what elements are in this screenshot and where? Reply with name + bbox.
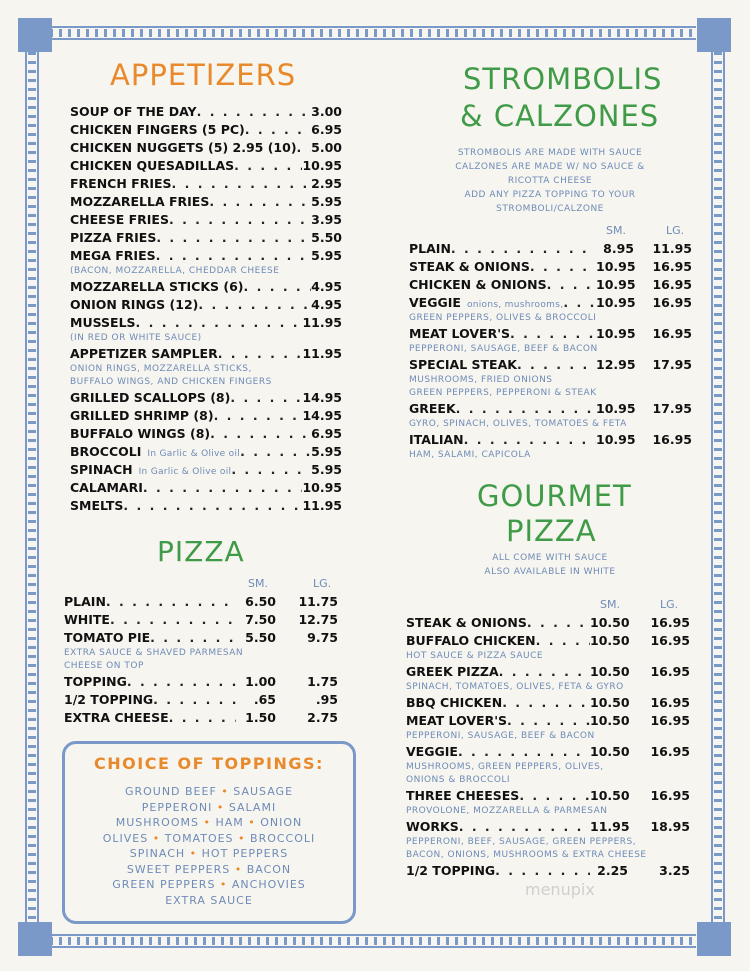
dot-leader xyxy=(143,479,303,497)
dot-leader xyxy=(123,497,302,515)
bullet-separator: • xyxy=(148,831,165,845)
menu-item xyxy=(406,787,690,805)
dot-leader xyxy=(218,345,303,363)
menu-item xyxy=(64,673,338,691)
topping-name: OLIVES xyxy=(102,831,149,845)
item-name: FRENCH FRIES xyxy=(70,176,172,191)
item-price: 3.00 xyxy=(311,104,342,119)
item-description: GREEN PEPPERS, OLIVES & BROCCOLI xyxy=(409,313,597,323)
item-price-large: 16.95 xyxy=(650,615,690,630)
corner-top-left xyxy=(18,18,52,52)
bullet-separator: • xyxy=(243,816,261,829)
item-name: PLAIN xyxy=(64,594,106,609)
item-name: STEAK & ONIONS xyxy=(409,259,530,274)
strombolis-list xyxy=(409,240,692,462)
dot-leader xyxy=(464,431,596,449)
item-price-small: 10.50 xyxy=(590,695,630,710)
topping-name: SAUSAGE xyxy=(233,785,294,798)
item-price-small: 12.95 xyxy=(596,357,636,372)
bullet-separator: • xyxy=(233,831,251,845)
item-name: BROCCOLI xyxy=(70,444,142,459)
strombolis-note xyxy=(420,146,680,216)
item-price: 3.95 xyxy=(311,212,342,227)
dot-leader xyxy=(150,629,236,647)
item-price-small: 10.95 xyxy=(596,401,636,416)
appetizers-title: APPETIZERS xyxy=(110,58,297,92)
item-name: APPETIZER SAMPLER xyxy=(70,346,218,361)
item-price-large: 18.95 xyxy=(650,819,690,834)
item-name: SPECIAL STEAK xyxy=(409,357,517,372)
item-price-large: 16.95 xyxy=(650,695,690,710)
topping-name: BROCCOLI xyxy=(250,831,316,845)
item-price-small: 6.50 xyxy=(245,594,276,609)
item-description: GYRO, SPINACH, OLIVES, TOMATOES & FETA xyxy=(409,419,627,429)
watermark: menupix xyxy=(525,880,595,899)
item-name: MEAT LOVER'S xyxy=(409,326,511,341)
topping-name: SALAMI xyxy=(228,800,277,814)
dot-leader xyxy=(527,614,590,632)
menu-item xyxy=(406,818,690,836)
toppings-box xyxy=(62,741,356,924)
toppings-line xyxy=(65,784,353,800)
corner-bottom-right xyxy=(697,922,731,956)
dot-leader xyxy=(110,611,236,629)
menu-item xyxy=(64,709,338,727)
pizza-col-lg: LG. xyxy=(313,577,332,590)
item-price: 4.95 xyxy=(311,297,342,312)
item-price: 11.95 xyxy=(302,315,342,330)
item-price: 14.95 xyxy=(302,408,342,423)
topping-name: SPINACH xyxy=(129,847,186,860)
item-name: BBQ CHICKEN xyxy=(406,695,503,710)
toppings-line xyxy=(65,862,353,878)
item-name: THREE CHEESES xyxy=(406,788,520,803)
item-name: CHICKEN FINGERS (5 PC) xyxy=(70,122,245,137)
item-price-small: 10.95 xyxy=(596,326,636,341)
menu-item xyxy=(70,278,342,296)
item-price: 11.95 xyxy=(302,498,342,513)
item-name: VEGGIE xyxy=(406,744,458,759)
item-price: 2.95 xyxy=(311,176,342,191)
menu-item xyxy=(406,862,690,880)
note-line: STROMBOLIS ARE MADE WITH SAUCE xyxy=(457,148,643,158)
item-description: PEPPERONI, SAUSAGE, BEEF & BACON xyxy=(406,731,595,741)
gourmet-note xyxy=(430,551,670,579)
menu-item xyxy=(409,258,692,276)
item-price-small: 8.95 xyxy=(603,241,634,256)
item-description: MUSHROOMS, GREEN PEPPERS, OLIVES, xyxy=(406,762,604,772)
item-price-small: 2.25 xyxy=(597,863,628,878)
toppings-line xyxy=(65,846,353,862)
item-price-large: 16.95 xyxy=(652,259,692,274)
item-description: BACON, ONIONS, MUSHROOMS & EXTRA CHEESE xyxy=(406,850,647,860)
bullet-separator: • xyxy=(212,800,229,814)
item-name: ONION RINGS (12) xyxy=(70,297,199,312)
dot-leader xyxy=(136,314,303,332)
menu-item xyxy=(70,425,342,443)
menu-item xyxy=(70,139,342,157)
appetizers-list xyxy=(70,103,342,515)
item-name: VEGGIE xyxy=(409,295,461,310)
menu-item xyxy=(406,743,690,761)
menu-item xyxy=(70,121,342,139)
item-name: CHICKEN & ONIONS xyxy=(409,277,547,292)
item-price-large: 3.25 xyxy=(659,863,690,878)
item-price: 10.95 xyxy=(302,480,342,495)
item-price-large: 9.75 xyxy=(307,630,338,645)
topping-name: BACON xyxy=(246,862,292,876)
item-price-large: 16.95 xyxy=(652,326,692,341)
left-border xyxy=(25,52,39,926)
dot-leader xyxy=(156,229,311,247)
topping-name: ANCHOVIES xyxy=(231,878,306,891)
item-name: MUSSELS xyxy=(70,315,136,330)
item-price-small: 1.00 xyxy=(245,674,276,689)
item-name: SOUP OF THE DAY xyxy=(70,104,197,119)
dot-leader xyxy=(210,425,311,443)
item-name: SPINACH xyxy=(70,462,133,477)
dot-leader xyxy=(127,673,236,691)
toppings-line xyxy=(65,877,353,893)
dot-leader xyxy=(458,743,590,761)
menu-item xyxy=(70,479,342,497)
right-border xyxy=(711,52,725,926)
item-price: 6.95 xyxy=(311,426,342,441)
top-border xyxy=(50,26,696,40)
menu-item xyxy=(70,175,342,193)
toppings-line xyxy=(65,893,353,909)
toppings-line xyxy=(65,831,353,847)
dot-leader xyxy=(536,632,590,650)
item-price: 5.95 xyxy=(311,248,342,263)
menu-item xyxy=(406,614,690,632)
item-price: 4.95 xyxy=(311,279,342,294)
menu-item xyxy=(406,694,690,712)
item-price-large: 11.95 xyxy=(652,241,692,256)
item-price: 5.95 xyxy=(311,194,342,209)
menu-item xyxy=(70,103,342,121)
item-price-small: 10.50 xyxy=(590,664,630,679)
menu-item xyxy=(409,325,692,343)
pizza-col-sm: SM. xyxy=(248,577,268,590)
item-price-large: 16.95 xyxy=(650,633,690,648)
item-price-large: 16.95 xyxy=(650,713,690,728)
dot-leader xyxy=(106,593,236,611)
menu-item xyxy=(70,407,342,425)
item-name: BUFFALO WINGS (8) xyxy=(70,426,211,441)
menu-item xyxy=(70,247,342,265)
item-name: MOZZARELLA STICKS (6) xyxy=(70,279,244,294)
item-price-large: 16.95 xyxy=(652,432,692,447)
item-price-small: .65 xyxy=(253,692,276,707)
item-name: EXTRA CHEESE xyxy=(64,710,169,725)
item-name: PIZZA FRIES xyxy=(70,230,157,245)
note-line: STROMBOLI/CALZONE xyxy=(496,204,604,214)
gourmet-title: GOURMET xyxy=(477,479,632,513)
toppings-line xyxy=(65,815,353,831)
topping-name: GREEN PEPPERS xyxy=(112,878,216,891)
dot-leader xyxy=(172,175,312,193)
bottom-border xyxy=(50,934,696,948)
dot-leader xyxy=(214,407,303,425)
menu-item xyxy=(70,314,342,332)
dot-leader xyxy=(451,240,596,258)
item-description: PROVOLONE, MOZZARELLA & PARMESAN xyxy=(406,806,608,816)
dot-leader xyxy=(519,787,590,805)
bullet-separator: • xyxy=(230,862,247,876)
menu-item xyxy=(64,611,338,629)
item-name: STEAK & ONIONS xyxy=(406,615,527,630)
item-price-large: 16.95 xyxy=(650,664,690,679)
dot-leader xyxy=(547,276,596,294)
menu-item xyxy=(409,276,692,294)
item-price-large: 17.95 xyxy=(652,357,692,372)
note-line: ALL COME WITH SAUCE xyxy=(492,553,608,563)
gourmet-col-lg: LG. xyxy=(660,598,679,611)
item-inline-note: In Garlic & Olive oil xyxy=(147,449,241,459)
item-price-large: .95 xyxy=(315,692,338,707)
bullet-separator: • xyxy=(215,878,232,891)
item-price-large: 16.95 xyxy=(650,744,690,759)
menu-item xyxy=(70,497,342,515)
item-price: 6.95 xyxy=(311,122,342,137)
item-price-small: 10.50 xyxy=(590,615,630,630)
item-name: TOPPING xyxy=(64,674,127,689)
item-name: GREEK xyxy=(409,401,456,416)
pizza-title: PIZZA xyxy=(157,535,245,568)
bullet-separator: • xyxy=(185,847,202,860)
dot-leader xyxy=(209,193,311,211)
item-price: 5.00 xyxy=(311,140,342,155)
item-price-large: 11.75 xyxy=(298,594,338,609)
dot-leader xyxy=(169,709,236,727)
dot-leader xyxy=(234,157,302,175)
item-description: PEPPERONI, SAUSAGE, BEEF & BACON xyxy=(409,344,598,354)
item-name: GREEK PIZZA xyxy=(406,664,499,679)
item-description: (IN RED OR WHITE SAUCE) xyxy=(70,333,202,343)
bullet-separator: • xyxy=(198,816,216,829)
strombolis-col-sm: SM. xyxy=(606,224,626,237)
bullet-separator: • xyxy=(216,785,234,798)
item-price-large: 12.75 xyxy=(298,612,338,627)
note-line: ALSO AVAILABLE IN WHITE xyxy=(484,567,616,577)
gourmet-col-sm: SM. xyxy=(600,598,620,611)
item-price-large: 16.95 xyxy=(650,788,690,803)
menu-item xyxy=(406,663,690,681)
menu-item xyxy=(70,211,342,229)
item-price-small: 10.95 xyxy=(596,295,636,310)
item-name: GRILLED SHRIMP (8) xyxy=(70,408,214,423)
item-price-small: 10.50 xyxy=(590,788,630,803)
dot-leader xyxy=(169,211,311,229)
calzones-title: & CALZONES xyxy=(460,99,660,133)
gourmet-list xyxy=(406,614,690,880)
pizza-list xyxy=(64,593,338,727)
item-inline-note: onions, mushrooms, xyxy=(466,300,564,310)
item-description: SPINACH, TOMATOES, OLIVES, FETA & GYRO xyxy=(406,682,624,692)
dot-leader xyxy=(245,121,311,139)
note-line: CALZONES ARE MADE W/ NO SAUCE & xyxy=(455,162,645,172)
item-price-small: 10.95 xyxy=(596,277,636,292)
dot-leader xyxy=(507,712,590,730)
menu-item xyxy=(64,593,338,611)
item-price-large: 2.75 xyxy=(307,710,338,725)
item-name: TOMATO PIE xyxy=(64,630,151,645)
item-name: MEAT LOVER'S xyxy=(406,713,508,728)
dot-leader xyxy=(495,862,590,880)
dot-leader xyxy=(510,325,596,343)
item-description: MUSHROOMS, FRIED ONIONS xyxy=(409,375,553,385)
item-price: 10.95 xyxy=(302,158,342,173)
dot-leader xyxy=(153,691,236,709)
item-price-small: 10.95 xyxy=(596,432,636,447)
dot-leader xyxy=(297,139,312,157)
strombolis-col-lg: LG. xyxy=(666,224,685,237)
corner-bottom-left xyxy=(18,922,52,956)
topping-name: TOMATOES xyxy=(164,831,234,845)
dot-leader xyxy=(240,443,311,461)
item-description: PEPPERONI, BEEF, SAUSAGE, GREEN PEPPERS, xyxy=(406,837,637,847)
item-name: BUFFALO CHICKEN xyxy=(406,633,536,648)
item-name: CALAMARI xyxy=(70,480,143,495)
menu-item xyxy=(70,193,342,211)
item-description: EXTRA SAUCE & SHAVED PARMESAN xyxy=(64,648,244,658)
topping-name: PEPPERONI xyxy=(141,800,213,814)
note-line: ADD ANY PIZZA TOPPING TO YOUR xyxy=(464,190,636,200)
menu-item xyxy=(64,691,338,709)
menu-item xyxy=(70,157,342,175)
item-description: HAM, SALAMI, CAPICOLA xyxy=(409,450,531,460)
item-inline-note: In Garlic & Olive oil xyxy=(138,467,232,477)
item-description: GREEN PEPPERS, PEPPERONI & STEAK xyxy=(409,388,597,398)
topping-name: MUSHROOMS xyxy=(115,816,199,829)
item-description: ONION RINGS, MOZZARELLA STICKS, xyxy=(70,364,252,374)
menu-item xyxy=(70,389,342,407)
item-price: 5.95 xyxy=(311,444,342,459)
item-name: CHEESE FRIES xyxy=(70,212,169,227)
note-line: RICOTTA CHEESE xyxy=(507,176,593,186)
item-name: CHICKEN QUESADILLAS xyxy=(70,158,235,173)
item-price-small: 10.95 xyxy=(596,259,636,274)
dot-leader xyxy=(517,356,596,374)
item-price: 5.50 xyxy=(311,230,342,245)
strombolis-title: STROMBOLIS xyxy=(463,62,663,96)
item-name: 1/2 TOPPING xyxy=(406,863,496,878)
item-price-large: 16.95 xyxy=(652,277,692,292)
menu-item xyxy=(406,632,690,650)
item-name: CHICKEN NUGGETS (5) 2.95 (10) xyxy=(70,140,297,155)
item-name: MOZZARELLA FRIES xyxy=(70,194,210,209)
dot-leader xyxy=(563,294,596,312)
item-price-large: 1.75 xyxy=(307,674,338,689)
topping-name: GROUND BEEF xyxy=(124,785,217,798)
item-price-small: 1.50 xyxy=(245,710,276,725)
item-price: 11.95 xyxy=(302,346,342,361)
menu-item xyxy=(409,294,692,312)
item-name: PLAIN xyxy=(409,241,451,256)
dot-leader xyxy=(231,461,311,479)
menu-item xyxy=(406,712,690,730)
gourmet-pizza-title: PIZZA xyxy=(506,514,597,548)
topping-name: HOT PEPPERS xyxy=(201,847,289,860)
menu-item xyxy=(64,629,338,647)
item-price-small: 10.50 xyxy=(590,713,630,728)
topping-name: HAM xyxy=(215,816,244,829)
item-price-small: 11.95 xyxy=(590,819,630,834)
item-name: GRILLED SCALLOPS (8) xyxy=(70,390,231,405)
item-price: 14.95 xyxy=(302,390,342,405)
menu-item xyxy=(70,296,342,314)
dot-leader xyxy=(530,258,596,276)
topping-name: ONION xyxy=(260,816,303,829)
dot-leader xyxy=(230,389,302,407)
menu-item xyxy=(70,443,342,461)
item-price-small: 5.50 xyxy=(245,630,276,645)
item-price-small: 10.50 xyxy=(590,633,630,648)
menu-item xyxy=(70,229,342,247)
item-description: ONIONS & BROCCOLI xyxy=(406,775,511,785)
item-description: BUFFALO WINGS, AND CHICKEN FINGERS xyxy=(70,377,272,387)
dot-leader xyxy=(499,663,590,681)
menu-item xyxy=(409,356,692,374)
item-name: SMELTS xyxy=(70,498,124,513)
item-price-large: 17.95 xyxy=(652,401,692,416)
item-price: 5.95 xyxy=(311,462,342,477)
toppings-line xyxy=(65,800,353,816)
menu-item xyxy=(70,461,342,479)
topping-name: SWEET PEPPERS xyxy=(126,862,231,876)
item-description: (BACON, MOZZARELLA, CHEDDAR CHEESE xyxy=(70,266,280,276)
dot-leader xyxy=(456,400,596,418)
item-name: WHITE xyxy=(64,612,110,627)
item-description: CHEESE ON TOP xyxy=(64,661,144,671)
toppings-list xyxy=(65,784,353,908)
dot-leader xyxy=(459,818,590,836)
dot-leader xyxy=(198,296,311,314)
menu-item xyxy=(409,431,692,449)
item-description: HOT SAUCE & PIZZA SAUCE xyxy=(406,651,544,661)
menu-item xyxy=(70,345,342,363)
dot-leader xyxy=(502,694,590,712)
item-name: 1/2 TOPPING xyxy=(64,692,154,707)
item-price-small: 7.50 xyxy=(245,612,276,627)
dot-leader xyxy=(244,278,312,296)
menu-item xyxy=(409,400,692,418)
item-name: WORKS xyxy=(406,819,459,834)
item-price-small: 10.50 xyxy=(590,744,630,759)
item-price-large: 16.95 xyxy=(652,295,692,310)
dot-leader xyxy=(197,103,312,121)
item-name: MEGA FRIES xyxy=(70,248,156,263)
menu-item xyxy=(409,240,692,258)
dot-leader xyxy=(156,247,312,265)
item-name: ITALIAN xyxy=(409,432,464,447)
topping-name: EXTRA SAUCE xyxy=(165,893,253,907)
toppings-title: CHOICE OF TOPPINGS: xyxy=(94,754,324,773)
corner-top-right xyxy=(697,18,731,52)
